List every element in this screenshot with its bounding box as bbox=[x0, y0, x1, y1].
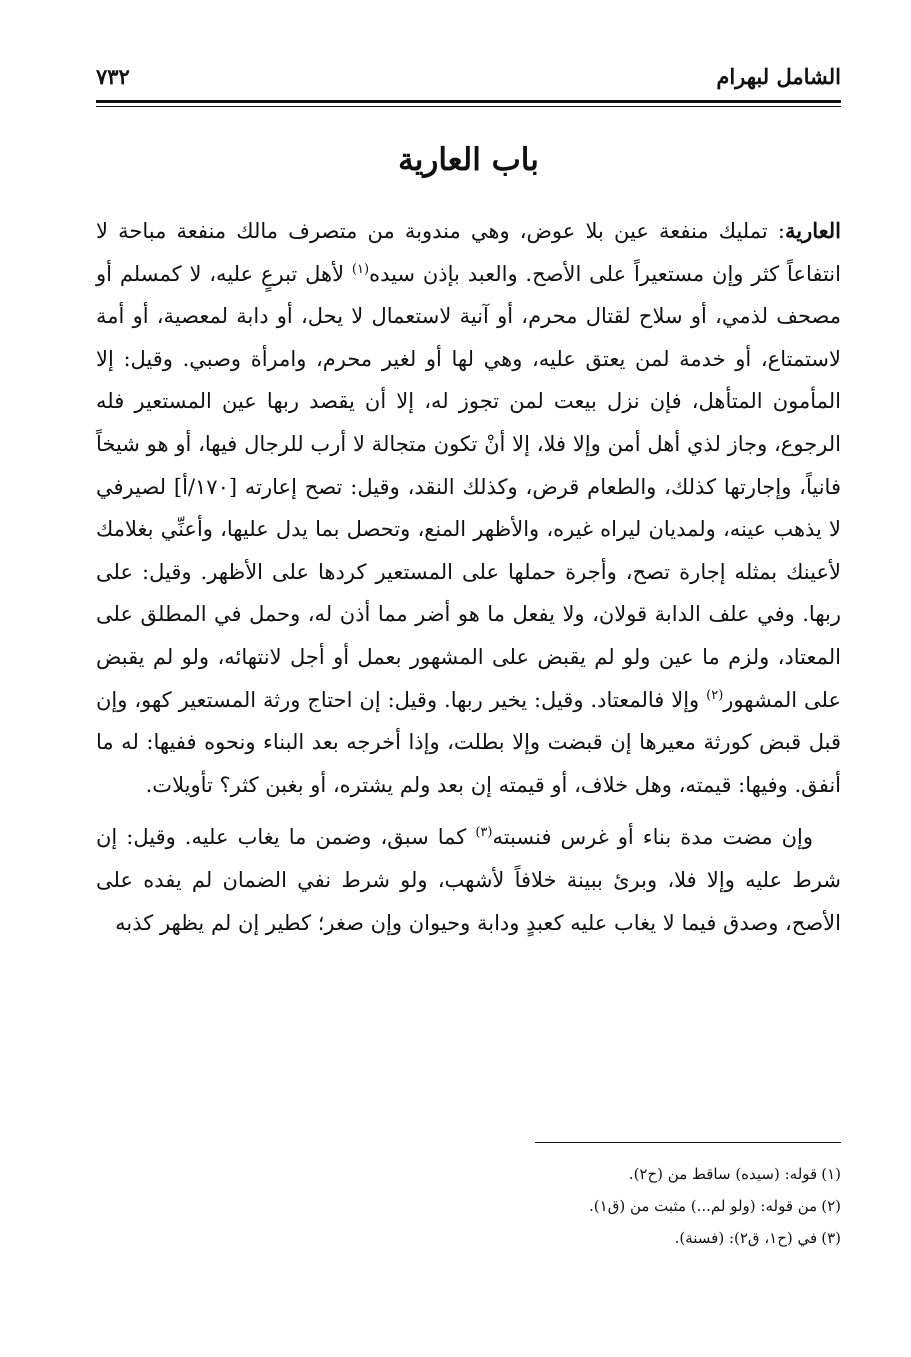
footnote bbox=[96, 1222, 841, 1254]
page-number: ٧٣٢ bbox=[96, 63, 130, 89]
footnote-number: (٢) bbox=[821, 1197, 841, 1215]
header-rule-thick bbox=[96, 100, 841, 103]
paragraph-text: : تمليك منفعة عين بلا عوض، وهي مندوبة من متصرف مالك منفعة مباحة لا انتفاعاً كثر وإن مستعيراً على الأصح. والعبد بإذن سيده bbox=[96, 219, 841, 286]
paragraph bbox=[96, 816, 841, 944]
main-text bbox=[96, 210, 841, 944]
footnote-text: قوله: (سيده) ساقط من (ح٢). bbox=[628, 1165, 818, 1183]
footnote-reference: (١) bbox=[351, 261, 370, 277]
footnote-reference: (٢) bbox=[706, 687, 724, 703]
header-rule-thin bbox=[96, 106, 841, 107]
footnote-number: (٣) bbox=[821, 1229, 841, 1247]
chapter-title: باب العارية bbox=[398, 142, 539, 178]
paragraph bbox=[96, 210, 841, 806]
footnotes bbox=[96, 1158, 841, 1254]
page-header bbox=[96, 58, 841, 94]
defined-term: العارية bbox=[784, 218, 841, 243]
footnote-text: من قوله: (ولو لم...) مثبت من (ق١). bbox=[589, 1197, 818, 1215]
footnote-number: (١) bbox=[821, 1165, 841, 1183]
footnote-separator bbox=[535, 1142, 841, 1143]
paragraph-text: لأهل تبرعٍ عليه، لا كمسلم أو مصحف لذمي، أو سلاح لقتال محرم، أو آنية لاستعمال لا يحل، أو دابة لمعصية، أو أمة لاستمتاع، أو خدمة لمن يعتق عليه، وهي لها أو لغير محرم، وامرأة وصبي. وقيل: إلا المأمون المتأهل، فإن نزل بيعت لمن تجوز له، إلا أن يقصد ربها عين المستعير فله الرجوع، وجاز لذي أهل أمن وإلا فلا، إلا أنْ تكون متجالة لا أرب للرجال فيها، أو هو شيخاً فانياً، وإجارتها كذلك، والطعام قرض، وكذلك النقد، وقيل: تصح إعارته [١٧٠/أ] لصيرفي لا يذهب عينه، ولمديان ليراه غيره، والأظهر المنع، وتحصل بما يدل عليها، وأعنِّي بغلامك لأعينك بمثله إجارة تصح، وأجرة حملها على المستعير كردها على الأظهر. وقيل: على ربها. وفي علف الدابة قولان، ولا يفعل ما هو أضر مما أذن له، وحمل في المطلق على المعتاد، ولزم ما عين ولو لم يقبض على المشهور بعمل أو أجل لانتهائه، ولو لم يقبض على المشهور bbox=[96, 261, 841, 712]
paragraph-text: كما سبق، وضمن ما يغاب عليه. وقيل: إن شرط عليه وإلا فلا، وبرئ ببينة خلافاً لأشهب، ولو شرط نفي الضمان لم يفده على الأصح، وصدق فيما لا يغاب عليه كعبدٍ ودابة وحيوان وإن صغر؛ كطير إن لم يظهر كذبه bbox=[96, 825, 841, 935]
running-title: الشامل لبهرام bbox=[716, 63, 841, 89]
footnote-text: في (ح١، ق٢): (فسنة). bbox=[674, 1229, 818, 1247]
paragraph-text: وإلا فالمعتاد. وقيل: يخير ربها. وقيل: إن احتاج ورثة المستعير كهو، وإن قبل قبض كورثة معيرها إن قبضت وإلا بطلت، وإذا أخرجه بعد البناء ونحوه ففيها: له ما أنفق. وفيها: قيمته، وهل خلاف، أو قيمته إن بعد ولم يشتره، أو بغبن كثر؟ تأويلات. bbox=[96, 687, 841, 797]
footnote-reference: (٣) bbox=[475, 825, 493, 841]
paragraph-text: وإن مضت مدة بناء أو غرس فنسبته bbox=[492, 825, 813, 850]
footnote bbox=[96, 1190, 841, 1222]
footnote bbox=[96, 1158, 841, 1190]
